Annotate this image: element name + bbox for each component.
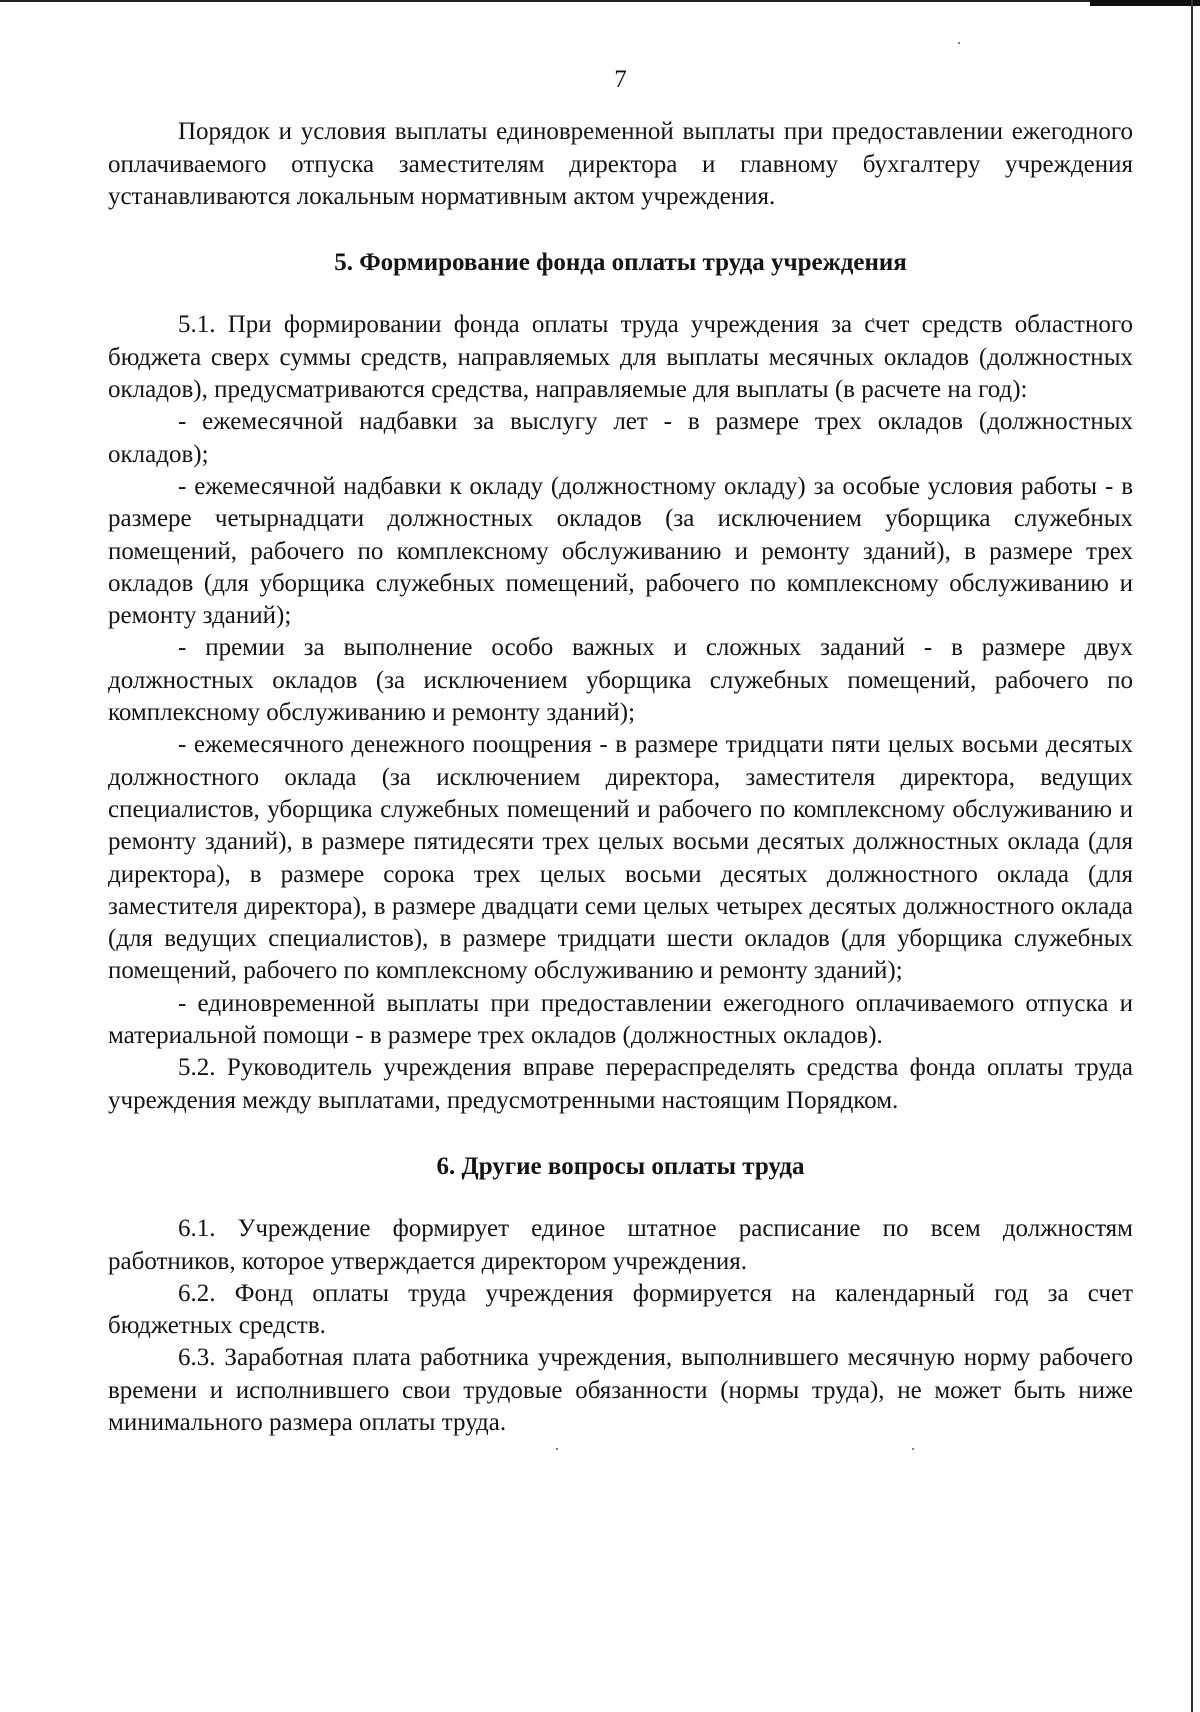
scan-top-border [0,0,1200,2]
paragraph-6-1: 6.1. Учреждение формирует единое штатное расписание по всем должностям работников, которое утверждается директором учреждения. [108,1215,1133,1275]
list-item: - ежемесячной надбавки за выслугу лет - в размере трех окладов (должностных окладов); [108,408,1133,468]
scan-speck [912,1448,914,1450]
list-item: - премии за выполнение особо важных и сложных заданий - в размере двух должностных окладов (за исключением уборщика служебных помещений, рабочего по комплексному обслуживанию и ремонту зданий); [108,634,1133,727]
list-item: - ежемесячной надбавки к окладу (должностному окладу) за особые условия работы - в размере четырнадцати должностных окладов (за исключением уборщика служебных помещений, рабочего по комплексному обслуживанию и ремонту зданий), в размере трех окладов (для уборщика служебных помещений, рабочего по комплексному обслуживанию и ремонту зданий); [108,472,1133,630]
document-page [108,64,1133,1439]
paragraph-5-2: 5.2. Руководитель учреждения вправе перераспределять средства фонда оплаты труда учреждения между выплатами, предусмотренными настоящим Порядком. [108,1054,1133,1114]
section-6-heading: 6. Другие вопросы оплаты труда [436,1152,805,1180]
section-5-heading: 5. Формирование фонда оплаты труда учреждения [334,249,907,277]
page-number: 7 [614,66,627,93]
paragraph-5-1: 5.1. При формировании фонда оплаты труда учреждения за счет средств областного бюджета сверх суммы средств, направляемых для выплаты месячных окладов (должностных окладов), предусматриваются средства, направляемые для выплаты (в расчете на год): [108,311,1133,404]
list-item: - ежемесячного денежного поощрения - в размере тридцати пяти целых восьми десятых должностного оклада (за исключением директора, заместителя директора, ведущих специалистов, уборщика служебных помещений и рабочего по комплексному обслуживанию и ремонту зданий), в размере пятидесяти трех целых восьми десятых должностных оклада (для директора), в размере сорока трех целых восьми десятых должностного оклада (для заместителя директора), в размере двадцати семи целых четырех десятых должностного оклада (для ведущих специалистов), в размере тридцати шести окладов (для уборщика служебных помещений, рабочего по комплексному обслуживанию и ремонту зданий); [108,731,1133,985]
list-item: - единовременной выплаты при предоставлении ежегодного оплачиваемого отпуска и материальной помощи - в размере трех окладов (должностных окладов). [108,989,1133,1050]
scan-speck [556,1448,558,1450]
scan-speck [958,42,960,44]
paragraph-6-3: 6.3. Заработная плата работника учреждения, выполнившего месячную норму рабочего времени и исполнившего свои трудовые обязанности (нормы труда), не может быть ниже минимального размера оплаты труда. [108,1344,1133,1436]
paragraph-6-2: 6.2. Фонд оплаты труда учреждения формируется на календарный год за счет бюджетных средств. [108,1279,1133,1340]
scan-right-border [1191,0,1193,1712]
scan-top-corner-mark [1090,0,1200,6]
intro-paragraph: Порядок и условия выплаты единовременной выплаты при предоставлении ежегодного оплачиваемого отпуска заместителям директора и главному бухгалтеру учреждения устанавливаются локальным нормативным актом учреждения. [108,118,1133,210]
